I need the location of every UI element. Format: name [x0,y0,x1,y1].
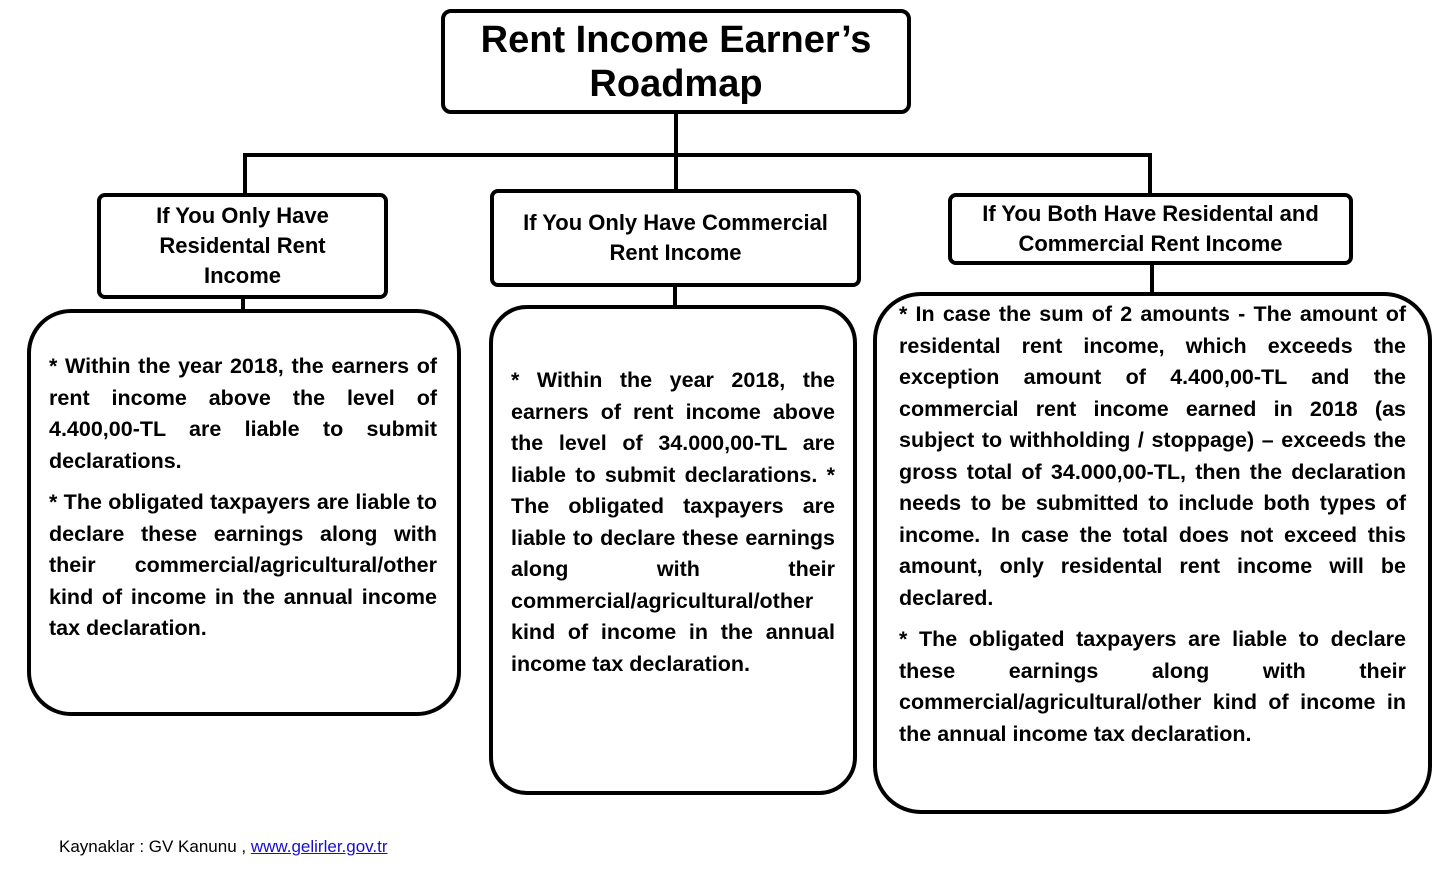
residental-only-heading-box [97,193,388,299]
heading-line: If You Both Have Residental and [982,201,1319,226]
heading-line: Residental Rent [159,233,326,258]
sources-footer [59,836,388,858]
heading-line: If You Only Have Commercial [523,210,828,235]
heading-line: Rent Income [609,240,742,265]
commercial-only-content-box [489,305,857,795]
title-line-1: Rent Income Earner’s [480,18,872,61]
content-paragraph: * Within the year 2018, the earners of rent income above the level of 4.400,00-TL are liable to submit declarations. [49,354,437,473]
both-incomes-content-box [873,292,1432,814]
residental-only-content-box [27,309,461,716]
title-line-2: Roadmap [589,62,763,105]
content-paragraph: * The obligated taxpayers are liable to declare these earnings along with their commercial/agricultural/other kind of income in the annual income tax declaration. [899,627,1406,746]
content-paragraph: * The obligated taxpayers are liable to declare these earnings along with their commercial/agricultural/other kind of income in the annual income tax declaration. [49,490,437,640]
heading-line: If You Only Have [156,203,329,228]
both-incomes-heading-box [948,193,1353,265]
commercial-only-heading-box [490,189,861,287]
content-paragraph: * In case the sum of 2 amounts - The amount of residental rent income, which exceeds the exception amount of 4.400,00-TL and the commercial rent income earned in 2018 (as subject to withholding / stoppage) – exceeds the gross total of 34.000,00-TL, then the declaration needs to be submitted to include both types of income. In case the total does not exceed this amount, only residental rent income will be declared. [899,302,1406,610]
gelirler-link[interactable]: www.gelirler.gov.tr [250,837,388,856]
heading-line: Commercial Rent Income [1018,231,1283,256]
heading-line: Income [203,263,282,288]
content-paragraph: * Within the year 2018, the earners of rent income above the level of 34.000,00-TL are liable to submit declarations. * The obligated taxpayers are liable to declare these earnings along with their commercial/agricultural/other kind of income in the annual income tax declaration. [511,368,835,676]
roadmap-title-box [441,9,911,114]
sources-label: Kaynaklar : GV Kanunu , [59,837,247,856]
